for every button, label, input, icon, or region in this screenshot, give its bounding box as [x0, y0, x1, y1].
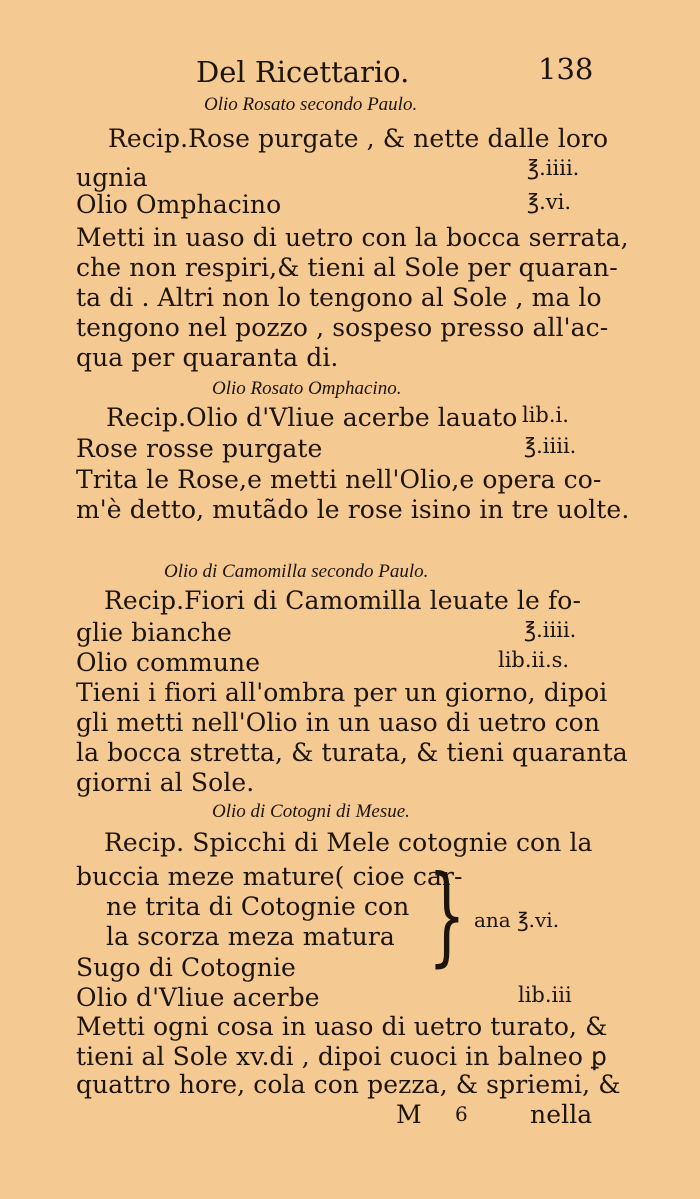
- quantity-value: lib.ii.s.: [498, 648, 570, 672]
- text-line: che non respiri,& tieni al Sole per quaran-: [76, 253, 618, 282]
- text-line: glie bianche: [76, 618, 232, 647]
- text-line: Recip.Fiori di Camomilla leuate le fo-: [104, 586, 582, 615]
- text-line: Sugo di Cotognie: [76, 953, 296, 982]
- text-line: Recip.Olio d'Vliue acerbe lauato: [106, 403, 518, 432]
- quantity-value: lib.i.: [522, 403, 569, 427]
- running-title: Del Ricettario.: [196, 55, 410, 89]
- text-line: Recip. Spicchi di Mele cotognie con la: [104, 828, 593, 857]
- text-line: Olio d'Vliue acerbe: [76, 983, 320, 1012]
- text-line: qua per quaranta di.: [76, 343, 339, 372]
- text-line: la scorza meza matura: [106, 922, 395, 951]
- catchword: nella: [530, 1100, 593, 1129]
- text-line: Recip.Rose purgate , & nette dalle loro: [108, 124, 609, 153]
- quantity-value: ℥.vi.: [527, 190, 572, 214]
- section-title-olio-rosato-omphacino: Olio Rosato Omphacino.: [212, 378, 402, 399]
- text-line: tengono nel pozzo , sospeso presso all'ac-: [76, 313, 609, 342]
- text-line: giorni al Sole.: [76, 768, 255, 797]
- text-line: Olio commune: [76, 648, 261, 677]
- section-title-olio-rosato-paulo: Olio Rosato secondo Paulo.: [204, 94, 418, 115]
- text-line: Rose rosse purgate: [76, 434, 323, 463]
- text-line: la bocca stretta, & turata, & tieni quaranta: [76, 738, 628, 767]
- quantity-value: ℥.iiii.: [524, 618, 577, 642]
- text-line: quattro hore, cola con pezza, & spriemi, &: [76, 1070, 621, 1099]
- text-line: ugnia: [76, 163, 148, 192]
- text-line: Metti ogni cosa in uaso di uetro turato, &: [76, 1012, 608, 1041]
- text-line: Metti in uaso di uetro con la bocca serrata,: [76, 223, 629, 252]
- section-title-olio-camomilla: Olio di Camomilla secondo Paulo.: [164, 561, 429, 582]
- bracket-quantity: ana ℥.vi.: [474, 908, 560, 932]
- signature-mark: M: [396, 1100, 422, 1129]
- quantity-value: lib.iii: [518, 983, 572, 1007]
- section-title-olio-cotogni: Olio di Cotogni di Mesue.: [212, 801, 410, 822]
- text-line: buccia meze mature( cioe car-: [76, 862, 463, 891]
- grouping-brace: }: [428, 853, 466, 978]
- text-line: m'è detto, mutãdo le rose isino in tre uolte.: [76, 495, 630, 524]
- quantity-value: ℥.iiii.: [527, 156, 580, 180]
- text-line: ta di . Altri non lo tengono al Sole , ma lo: [76, 283, 602, 312]
- signature-number: 6: [455, 1102, 468, 1126]
- quantity-value: ℥.iiii.: [524, 434, 577, 458]
- text-line: tieni al Sole xv.di , dipoi cuoci in balneo ꝑ: [76, 1042, 607, 1071]
- text-line: gli metti nell'Olio in un uaso di uetro con: [76, 708, 601, 737]
- text-line: Olio Omphacino: [76, 190, 282, 219]
- page-number: 138: [538, 52, 594, 86]
- text-line: ne trita di Cotognie con: [106, 892, 410, 921]
- text-line: Trita le Rose,e metti nell'Olio,e opera co-: [76, 465, 602, 494]
- text-line: Tieni i fiori all'ombra per un giorno, dipoi: [76, 678, 608, 707]
